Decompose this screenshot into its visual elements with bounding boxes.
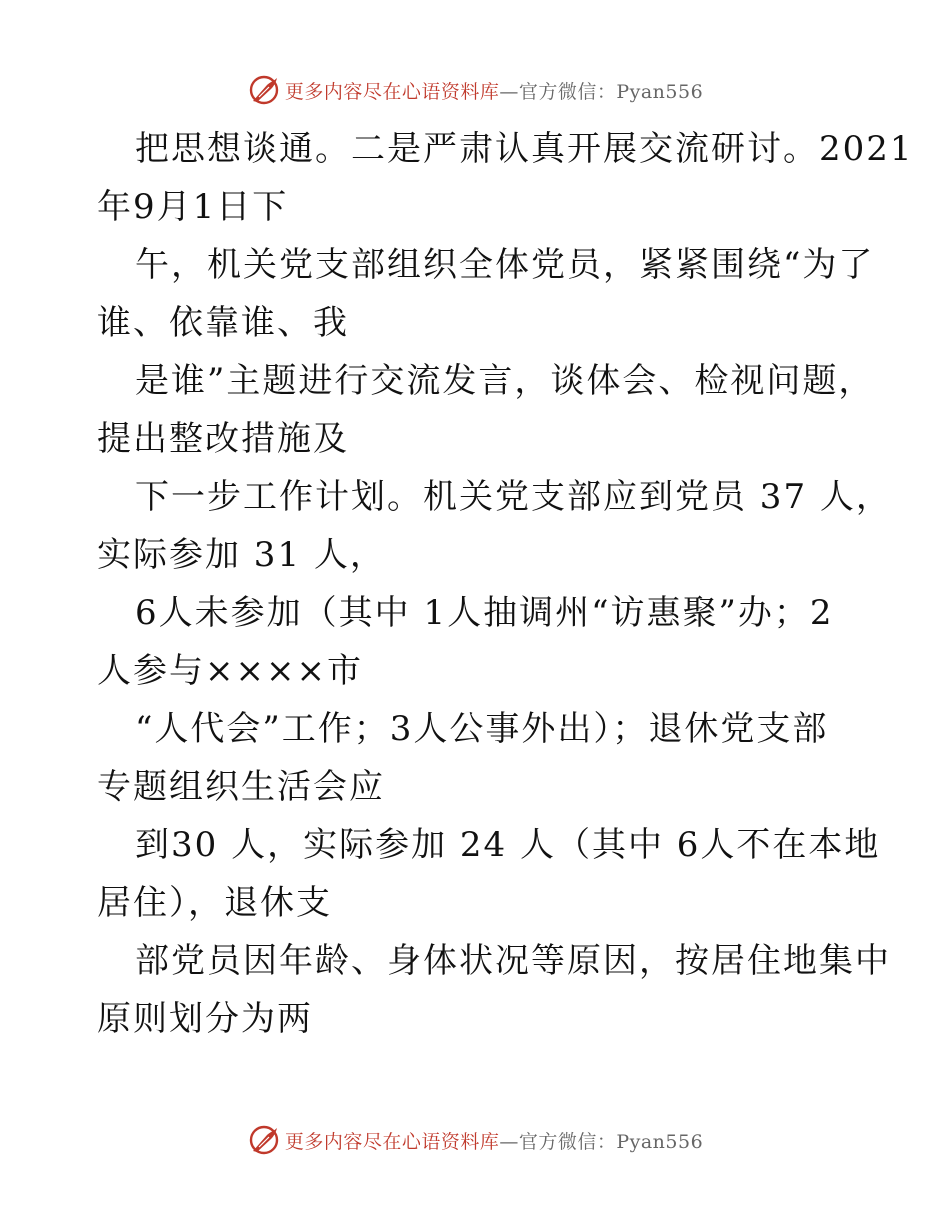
body-line: 年9月1日下 xyxy=(97,187,289,227)
quill-logo-icon xyxy=(247,73,281,107)
body-line: 6人未参加（其中 1人抽调州“访惠聚”办；2 xyxy=(135,593,834,633)
body-line: 是谁”主题进行交流发言，谈体会、检视问题， xyxy=(135,361,875,401)
header-banner-wechat: —官方微信：Pyan556 xyxy=(499,80,704,103)
body-line: 下一步工作计划。机关党支部应到党员 37 人， xyxy=(135,477,892,517)
header-watermark-banner xyxy=(0,70,950,110)
body-line: 专题组织生活会应 xyxy=(97,767,385,807)
footer-banner-text xyxy=(285,1127,703,1154)
body-line: 提出整改措施及 xyxy=(97,419,349,459)
body-line: 谁、依靠谁、我 xyxy=(97,303,349,343)
quill-logo-icon xyxy=(247,1123,281,1157)
body-line: “人代会”工作；3人公事外出）；退休党支部 xyxy=(135,709,829,749)
header-banner-main: 更多内容尽在心语资料库 xyxy=(284,80,500,103)
footer-banner-main: 更多内容尽在心语资料库 xyxy=(284,1130,500,1153)
document-body xyxy=(97,120,914,1048)
body-line: 午，机关党支部组织全体党员，紧紧围绕“为了 xyxy=(135,245,875,285)
footer-banner-wechat: —官方微信：Pyan556 xyxy=(499,1130,704,1153)
body-line: 部党员因年龄、身体状况等原因，按居住地集中 xyxy=(135,941,891,981)
body-line: 到30 人，实际参加 24 人（其中 6人不在本地 xyxy=(135,825,881,865)
body-line: 人参与××××市 xyxy=(97,651,363,691)
header-banner-text xyxy=(285,77,703,104)
body-line: 实际参加 31 人， xyxy=(97,535,386,575)
body-line: 原则划分为两 xyxy=(97,999,313,1039)
footer-watermark-banner xyxy=(0,1120,950,1160)
body-line: 居住），退休支 xyxy=(97,883,332,923)
body-line: 把思想谈通。二是严肃认真开展交流研讨。2021 xyxy=(135,129,914,169)
